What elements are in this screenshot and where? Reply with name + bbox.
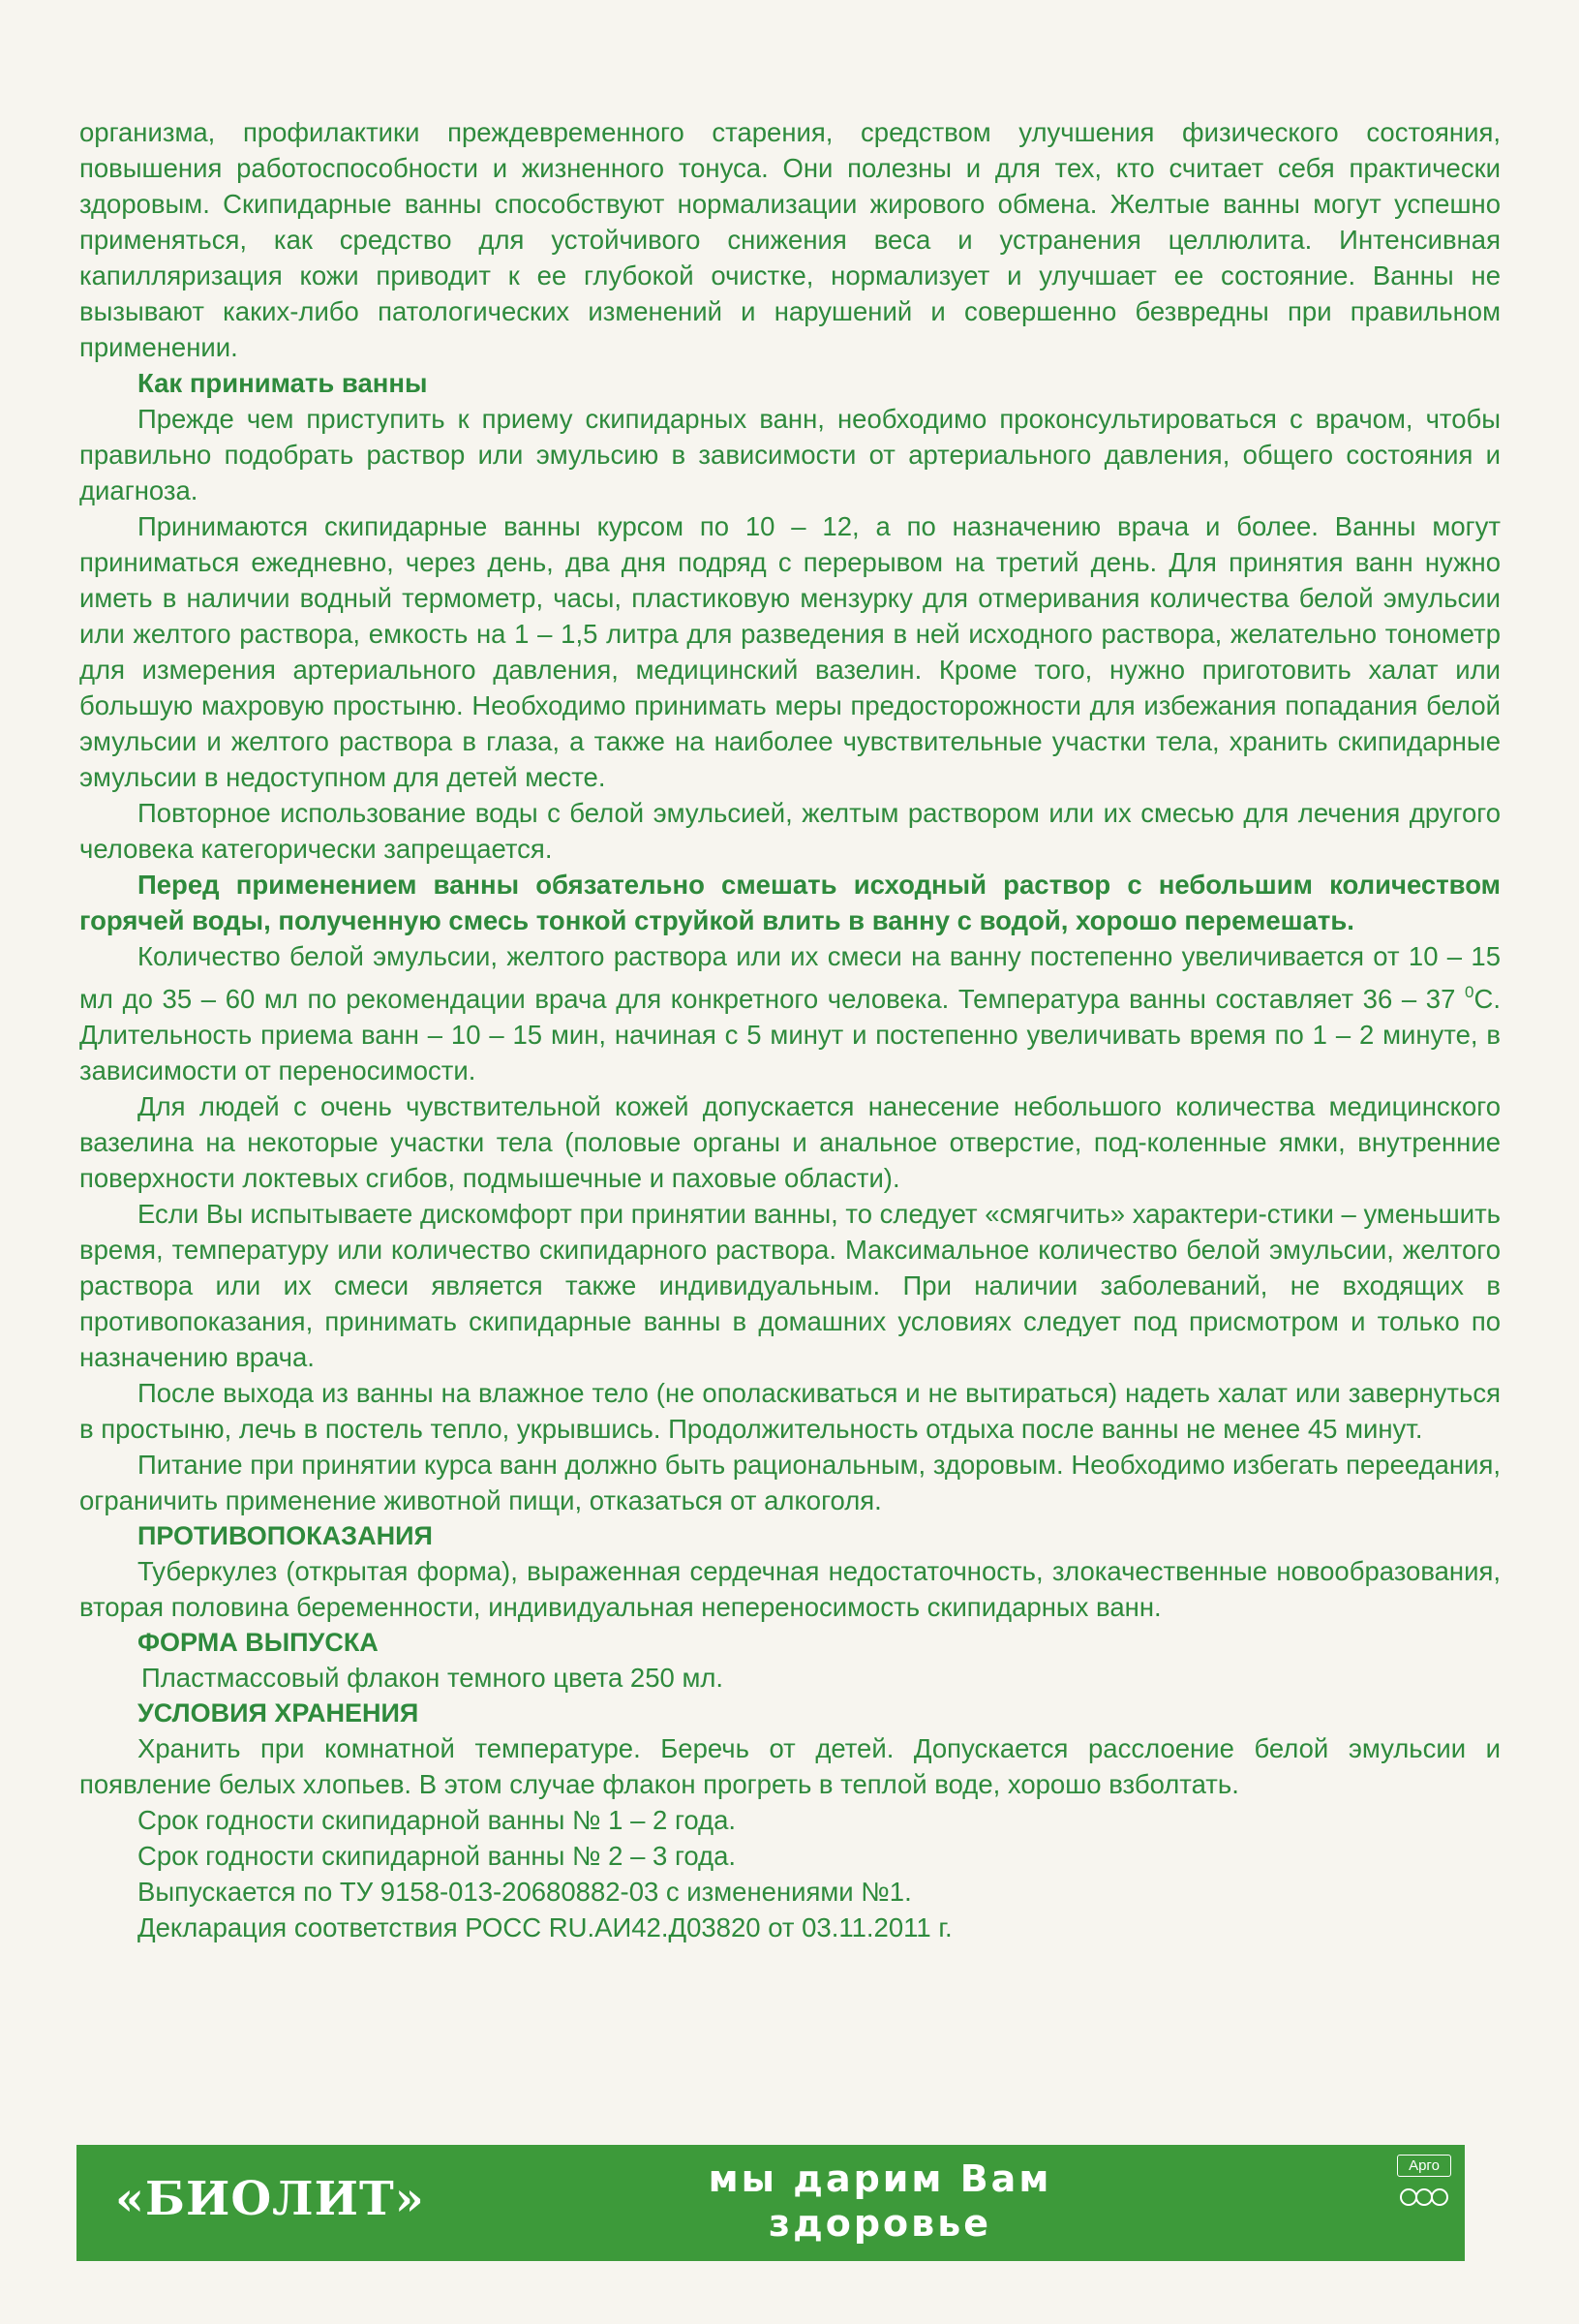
form-text: Пластмассовый флакон темного цвета 250 мл. xyxy=(141,1663,724,1693)
degree-mark: 0 xyxy=(1465,983,1474,1001)
storage-heading: УСЛОВИЯ ХРАНЕНИЯ xyxy=(137,1698,419,1728)
footer-banner xyxy=(76,2145,1465,2261)
contraindications-heading: ПРОТИВОПОКАЗАНИЯ xyxy=(137,1521,433,1550)
shelf-life-1: Срок годности скипидарной ванны № 1 – 2 года. xyxy=(137,1805,737,1835)
slogan-line-2: здоровье xyxy=(768,2202,992,2245)
storage-text: Хранить при комнатной температуре. Беречь от детей. Допускается расслоение белой эмульсии и появление белых хлопьев. В этом случае флакон прогреть в теплой воде, хорошо взболтать. xyxy=(79,1733,1501,1799)
duration-text: С. Длительность приема ванн – 10 – 15 мин, начиная с 5 минут и постепенно увеличивать время по 1 – 2 минуте, в зависимости от переносимости. xyxy=(79,984,1501,1086)
how-paragraph-9: Питание при принятии курса ванн должно быть рациональным, здоровым. Необходимо избегать переедания, ограничить применение животной пищи, отказаться от алкоголя. xyxy=(79,1450,1501,1515)
how-paragraph-6: Для людей с очень чувствительной кожей допускается нанесение небольшого количества медицинского вазелина на некоторые участки тела (половые органы и анальное отверстие, под-коленные ямки, внутренние поверхности локтевых сгибов, подмышечные и паховые области). xyxy=(79,1091,1501,1193)
slogan xyxy=(619,2156,1141,2246)
how-paragraph-7: Если Вы испытываете дискомфорт при принятии ванны, то следует «смягчить» характери-стики – уменьшить время, температуру или количество скипидарного раствора. Максимальное количество белой эмульсии, желтого раствора или их смеси является также индивидуальным. При наличии заболеваний, не входящих в противопоказания, принимать скипидарные ванны в домашних условиях следует под присмотром и только по назначению врача. xyxy=(79,1199,1501,1372)
how-paragraph-1: Прежде чем приступить к приему скипидарных ванн, необходимо проконсультироваться с врачом, чтобы правильно подобрать раствор или эмульсию в зависимости от артериального давления, общего состояния и диагноза. xyxy=(79,404,1501,505)
how-paragraph-5 xyxy=(79,938,1501,1088)
how-to-heading: Как принимать ванны xyxy=(137,368,428,398)
specification-line: Выпускается по ТУ 9158-013-20680882-03 с изменениями №1. xyxy=(137,1877,912,1907)
how-paragraph-2: Принимаются скипидарные ванны курсом по 10 – 12, а по назначению врача и более. Ванны могут приниматься ежедневно, через день, два дня подряд с перерывом на третий день. Для принятия ванн нужно иметь в наличии водный термометр, часы, пластиковую мензурку для отмеривания количества белой эмульсии или желтого раствора, емкость на 1 – 1,5 литра для разведения в ней исходного раствора, желательно тонометр для измерения артериального давления, медицинский вазелин. Кроме того, нужно приготовить халат или большую махровую простыню. Необходимо принимать меры предосторожности для избежания попадания белой эмульсии и желтого раствора в глаза, а также на наиболее чувствительные участки тела, хранить скипидарные эмульсии в недоступном для детей месте. xyxy=(79,511,1501,792)
argo-logo-icon xyxy=(1397,2183,1451,2212)
how-paragraph-3: Повторное использование воды с белой эмульсией, желтым раствором или их смесью для лечения другого человека категорически запрещается. xyxy=(79,798,1501,864)
contraindications-text: Туберкулез (открытая форма), выраженная сердечная недостаточность, злокачественные новообразования, вторая половина беременности, индивидуальная непереносимость скипидарных ванн. xyxy=(79,1556,1501,1622)
intro-paragraph: организма, профилактики преждевременного старения, средством улучшения физического состояния, повышения работоспособности и жизненного тонуса. Они полезны и для тех, кто считает себя практически здоровым. Скипидарные ванны способствуют нормализации жирового обмена. Желтые ванны могут успешно применяться, как средство для устойчивого снижения веса и устранения целлюлита. Интенсивная капилляризация кожи приводит к ее глубокой очистке, нормализует и улучшает ее состояние. Ванны не вызывают каких-либо патологических изменений и нарушений и совершенно безвредны при правильном применении. xyxy=(79,117,1501,362)
how-paragraph-8: После выхода из ванны на влажное тело (не ополаскиваться и не вытираться) надеть халат или завернуться в простыню, лечь в постель тепло, укрывшись. Продолжительность отдыха после ванны не менее 45 минут. xyxy=(79,1378,1501,1444)
how-paragraph-warning: Перед применением ванны обязательно смешать исходный раствор с небольшим количеством горячей воды, полученную смесь тонкой струйкой влить в ванну с водой, хорошо перемешать. xyxy=(79,870,1501,935)
dosage-text: Количество белой эмульсии, желтого раствора или их смеси на ванну постепенно увеличивается от 10 – 15 мл до 35 – 60 мл по рекомендации врача для конкретного человека. Температура ванны составляет 36 – 37 xyxy=(79,941,1501,1014)
argo-logo xyxy=(1397,2155,1451,2251)
form-heading: ФОРМА ВЫПУСКА xyxy=(137,1628,379,1657)
document-body xyxy=(79,114,1501,1945)
slogan-line-1: мы дарим Вам xyxy=(708,2157,1052,2200)
shelf-life-2: Срок годности скипидарной ванны № 2 – 3 года. xyxy=(137,1841,737,1871)
declaration-line: Декларация соответствия РОСС RU.АИ42.Д03820 от 03.11.2011 г. xyxy=(137,1912,953,1942)
brand-name: «БИОЛИТ» xyxy=(115,2172,425,2226)
argo-logo-text: Арго xyxy=(1397,2155,1451,2177)
